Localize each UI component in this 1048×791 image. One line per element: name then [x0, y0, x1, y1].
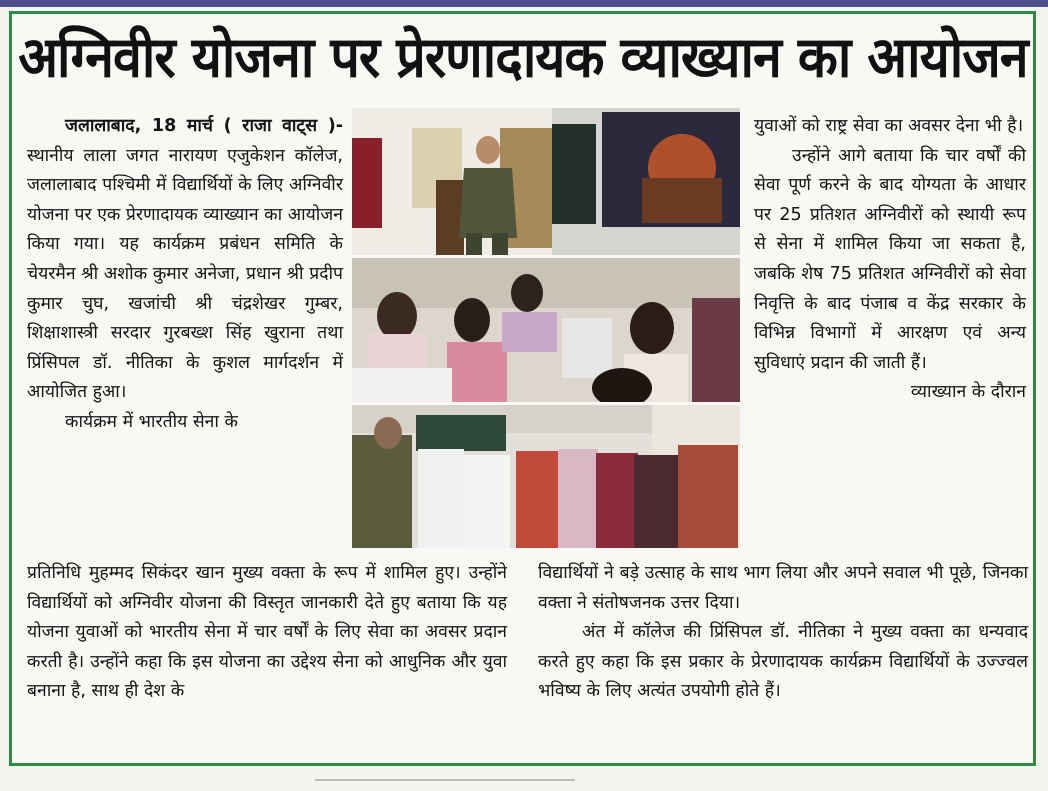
paragraph-3: युवाओं को राष्ट्र सेवा का अवसर देना भी है।: [754, 116, 1024, 136]
paragraph-5-body: विद्यार्थियों ने बड़े उत्साह के साथ भाग लिया और अपने सवाल भी पूछे, जिनका वक्ता ने संतोषजनक उत्तर दिया।: [538, 563, 1028, 613]
photo-students-audience: [352, 258, 740, 402]
top-color-bar: [0, 0, 1048, 7]
paragraph-6: अंत में कॉलेज की प्रिंसिपल डॉ. नीतिका ने मुख्य वक्ता का धन्यवाद करते हुए कहा कि इस प्रकार के प्रेरणादायक कार्यक्रम विद्यार्थियों के उज्ज्वल भविष्य के लिए अत्यंत उपयोगी होते हैं।: [538, 622, 1028, 702]
photo-collage: [352, 108, 740, 548]
paragraph-1: [27, 112, 343, 408]
paragraph-2-start: कार्यक्रम में भारतीय सेना के: [65, 411, 238, 432]
column-3: [754, 112, 1026, 408]
dateline: जलालाबाद, 18 मार्च ( राजा वाट्स )-: [65, 116, 343, 136]
column-4: [27, 559, 507, 707]
photo-speaker-lecture: [352, 108, 740, 255]
column-5: [538, 559, 1028, 707]
column-1: [27, 112, 343, 438]
photo-group: [352, 405, 740, 548]
paragraph-1-body: स्थानीय लाला जगत नारायण एजुकेशन कॉलेज, जलालाबाद पश्चिमी में विद्यार्थियों के लिए अग्निवीर योजना पर एक प्रेरणादायक व्याख्यान का आयोजन किया गया। यह कार्यक्रम प्रबंधन समिति के चेयरमैन श्री अशोक कुमार अनेजा, प्रधान श्री प्रदीप कुमार चुघ, खजांची श्री चंद्रशेखर गुम्बर, शिक्षाशास्त्री सरदार गुरबख्श सिंह खुराना तथा प्रिंसिपल डॉ. नीतिका के कुशल मार्गदर्शन में आयोजित हुआ।: [27, 145, 343, 403]
paragraph-5-start: व्याख्यान के दौरान: [910, 382, 1026, 403]
article-headline: अग्निवीर योजना पर प्रेरणादायक व्याख्यान का आयोजन: [18, 25, 1028, 91]
paragraph-4: उन्होंने आगे बताया कि चार वर्षों की सेवा पूर्ण करने के बाद योग्यता के आधार पर 25 प्रतिशत अग्निवीरों को स्थायी रूप से सेना में शामिल किया जा सकता है, जबकि शेष 75 प्रतिशत अग्निवीरों को सेवा निवृत्ति के बाद पंजाब व केंद्र सरकार के विभिन्न विभागों में आरक्षण एवं अन्य सुविधाएं प्रदान की जाती हैं।: [754, 145, 1026, 373]
bottom-rule: [315, 779, 575, 781]
paragraph-2-body: प्रतिनिधि मुहम्मद सिकंदर खान मुख्य वक्ता के रूप में शामिल हुए। उन्होंने विद्यार्थियों को अग्निवीर योजना की विस्तृत जानकारी देते हुए बताया कि यह योजना युवाओं को भारतीय सेना में चार वर्षों के लिए सेवा का अवसर प्रदान करती है। उन्होंने कहा कि इस योजना का उद्देश्य सेना को आधुनिक और युवा बनाना है, साथ ही देश के: [27, 563, 507, 702]
